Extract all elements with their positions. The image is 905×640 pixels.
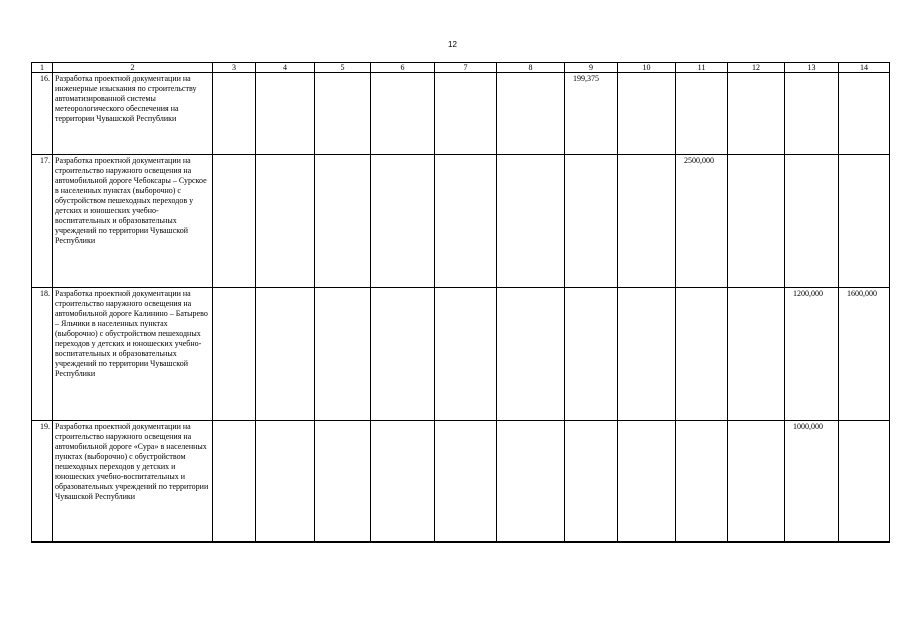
- table-cell: [213, 155, 256, 288]
- row-number: 18.: [32, 288, 53, 421]
- table-cell: [256, 155, 315, 288]
- table-cell: [497, 421, 565, 543]
- table-cell: [785, 155, 839, 288]
- table-cell: [435, 288, 497, 421]
- column-header: 7: [435, 63, 497, 73]
- table-cell: [213, 73, 256, 155]
- table-cell: [497, 155, 565, 288]
- column-header: 10: [618, 63, 676, 73]
- header-row: [32, 63, 890, 73]
- column-header: 5: [315, 63, 371, 73]
- column-header: 3: [213, 63, 256, 73]
- table-cell: [728, 73, 785, 155]
- column-header: 12: [728, 63, 785, 73]
- table-row: [32, 288, 890, 421]
- table-cell: 1000,000: [785, 421, 839, 543]
- table-cell: [315, 73, 371, 155]
- table-cell: [315, 155, 371, 288]
- table-cell: [213, 421, 256, 543]
- table-cell: 2500,000: [676, 155, 728, 288]
- table-cell: [256, 73, 315, 155]
- column-header: 13: [785, 63, 839, 73]
- table-cell: [435, 73, 497, 155]
- data-table: [31, 62, 890, 543]
- table-cell: [256, 288, 315, 421]
- column-header: 2: [53, 63, 213, 73]
- column-header: 9: [565, 63, 618, 73]
- column-header: 8: [497, 63, 565, 73]
- row-description: Разработка проектной документации на инженерные изыскания по строительству автоматизированной системы метеорологического обеспечения на территории Чувашской Республики: [53, 73, 213, 155]
- table-cell: [839, 421, 890, 543]
- column-header: 4: [256, 63, 315, 73]
- table-cell: 199,375: [565, 73, 618, 155]
- table-cell: [565, 421, 618, 543]
- table-cell: [728, 421, 785, 543]
- table-cell: [435, 421, 497, 543]
- table-cell: [497, 288, 565, 421]
- table-cell: [371, 155, 435, 288]
- table-cell: [728, 288, 785, 421]
- table-cell: [676, 288, 728, 421]
- table-row: [32, 155, 890, 288]
- table-cell: [618, 73, 676, 155]
- table-cell: [256, 421, 315, 543]
- table-cell: [213, 288, 256, 421]
- column-header: 1: [32, 63, 53, 73]
- table-cell: [371, 421, 435, 543]
- row-number: 16.: [32, 73, 53, 155]
- table-cell: [315, 288, 371, 421]
- row-number: 19.: [32, 421, 53, 543]
- table-cell: 1200,000: [785, 288, 839, 421]
- column-header: 6: [371, 63, 435, 73]
- table-cell: [728, 155, 785, 288]
- table-cell: [618, 155, 676, 288]
- table-cell: [676, 421, 728, 543]
- column-header: 14: [839, 63, 890, 73]
- table-cell: [497, 73, 565, 155]
- table-cell: [315, 421, 371, 543]
- table-cell: [676, 73, 728, 155]
- table-cell: [565, 288, 618, 421]
- table-cell: [371, 73, 435, 155]
- page-number: 12: [448, 40, 457, 49]
- table-cell: [565, 155, 618, 288]
- row-description: Разработка проектной документации на строительство наружного освещения на автомобильной дороге «Сура» в населенных пунктах (выборочно) с обустройством пешеходных переходов у детских и юношеских учебно-воспитательных и образовательных учреждений по территории Чувашской Республики: [53, 421, 213, 543]
- table-cell: [618, 288, 676, 421]
- table-cell: [839, 155, 890, 288]
- row-number: 17.: [32, 155, 53, 288]
- table-row: [32, 421, 890, 543]
- table-cell: [371, 288, 435, 421]
- table-cell: 1600,000: [839, 288, 890, 421]
- table-cell: [785, 73, 839, 155]
- column-header: 11: [676, 63, 728, 73]
- table-cell: [435, 155, 497, 288]
- table-row: [32, 73, 890, 155]
- table-cell: [618, 421, 676, 543]
- row-description: Разработка проектной документации на строительство наружного освещения на автомобильной дороге Чебоксары – Сурское в населенных пунктах (выборочно) с обустройством пешеходных переходов у детских и юношеских учебно-воспитательных и образовательных учреждений по территории Чувашской Республики: [53, 155, 213, 288]
- row-description: Разработка проектной документации на строительство наружного освещения на автомобильной дороге Калинино – Батырево – Яльчики в населенных пунктах (выборочно) с обустройством пешеходных переходов у детских и юношеских учебно-воспитательных и образовательных учреждений по территории Чувашской Республики: [53, 288, 213, 421]
- table-cell: [839, 73, 890, 155]
